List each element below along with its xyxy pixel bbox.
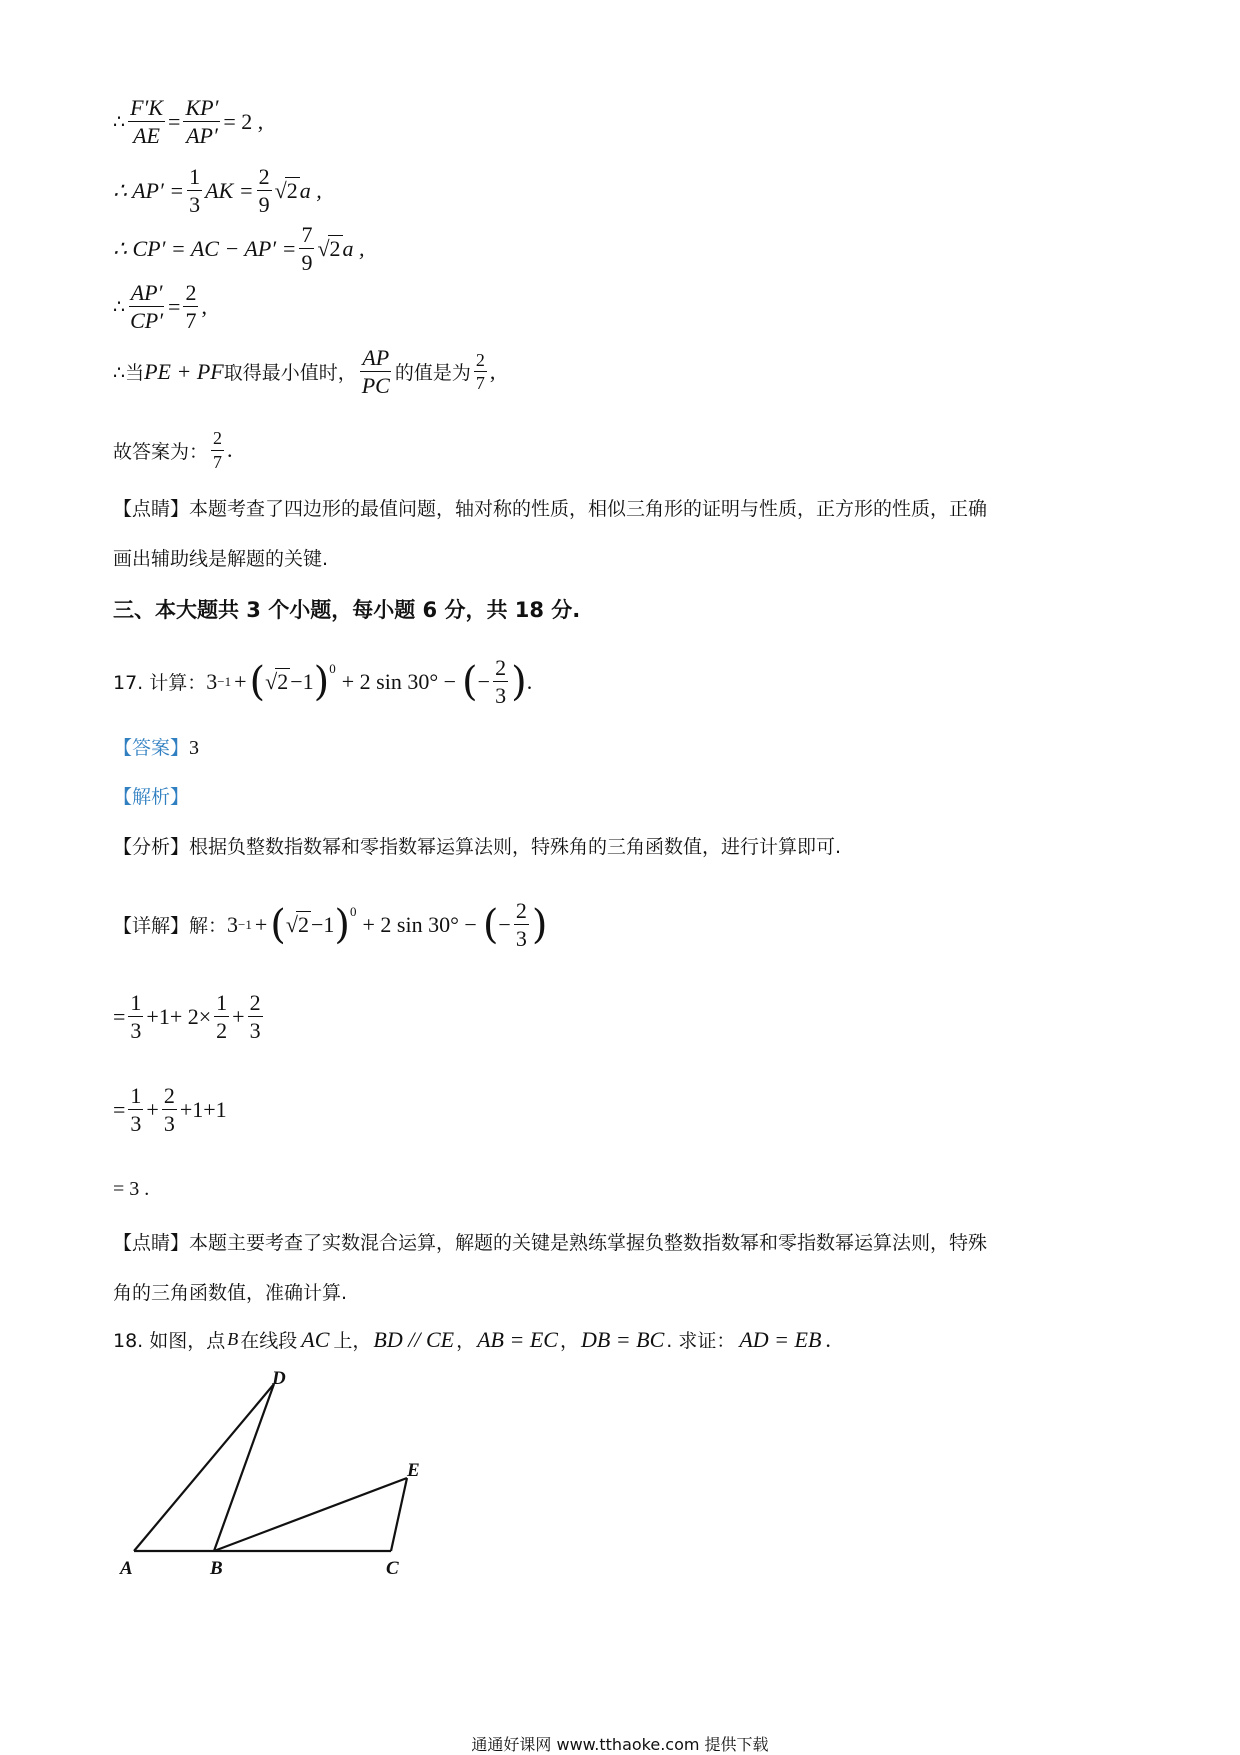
segment-ad (134, 1384, 274, 1551)
right-paren: ) (313, 658, 330, 705)
label-a: A (120, 1558, 133, 1579)
fraction: $\frac{1}{3}$ (130, 990, 142, 1044)
comma: ， (559, 1330, 579, 1352)
comma: ， (456, 1330, 476, 1352)
comment-16-line-2: 画出辅助线是解题的关键. (113, 548, 329, 570)
comment-17-line-2: 角的三角函数值，准确计算. (113, 1282, 348, 1304)
therefore-symbol: ∴ (113, 110, 126, 133)
fraction-two-thirds: $\frac{2}{3}$ (495, 655, 507, 709)
step-3: ∴ CP′ = AC − AP′ = $\frac{7}{9}$ √ 2 a , (113, 222, 365, 276)
comment-16-line-1: 【点睛】本题考查了四边形的最值问题，轴对称的性质，相似三角形的证明与性质，正方形的性质，正确 (113, 498, 988, 520)
calc-line-2: = $\frac{1}{3}$ + $\frac{2}{3}$ +1+1 (113, 1083, 227, 1137)
calc-line-3: = 3 . (113, 1178, 150, 1200)
fraction-two-sevenths: $\frac{2}{7}$ (475, 349, 485, 394)
sqrt-symbol: √ (265, 668, 278, 694)
step-4: ∴ $\frac{AP'}{CP'}$ = $\frac{2}{7}$ , (113, 280, 207, 334)
fraction-two-thirds: $\frac{2}{3}$ (515, 898, 527, 952)
geometry-figure (110, 1370, 440, 1580)
fraction-two-sevenths: $\frac{2}{7}$ (213, 428, 223, 472)
comment-tag: 【点睛】 (113, 1232, 190, 1254)
step-5: ∴当 PE + PF 取得最小值时， $\frac{AP}{PC}$ 的值是为 $\frac{2}{7}$ , (113, 345, 496, 399)
fraction-kp-ap: $\frac{KP'}{AP'}$ (185, 95, 219, 149)
segment-db (214, 1384, 274, 1551)
fraction: $\frac{2}{3}$ (163, 1083, 175, 1137)
left-paren: ( (249, 658, 266, 705)
answer-line: 故答案为： $\frac{2}{7}$ . (113, 428, 233, 472)
analysis-tag: 【解析】 (113, 786, 190, 808)
comment-17-line-1: 【点睛】本题主要考查了实数混合运算，解题的关键是熟练掌握负整数指数幂和零指数幂运算法则，特殊 (113, 1232, 988, 1254)
right-paren: ) (511, 658, 527, 705)
label-b: B (210, 1558, 223, 1579)
right-paren: ) (334, 901, 351, 948)
question-17: 17. 计算： 3 −1 + ( √ 2 −1 ) $^0$ + 2 sin 30° − ( − $\frac{2}{3}$ ) . (113, 655, 533, 709)
comment-tag: 【点睛】 (113, 498, 190, 520)
fraction: $\frac{2}{3}$ (249, 990, 261, 1044)
segment-ec (391, 1478, 407, 1551)
fraction-fk-ae: $\frac{F'K}{AE}$ (130, 95, 164, 149)
left-paren: ( (462, 658, 478, 705)
footer: 通通好课网 www.tthaoke.com 提供下载 (471, 1735, 769, 1754)
fraction: $\frac{1}{3}$ (130, 1083, 142, 1137)
sqrt-symbol: √ (317, 235, 330, 261)
question-18: 18. 如图，点 B 在线段 AC 上， BD // CE ， AB = EC ， DB = BC . 求证： AD = EB . (113, 1326, 831, 1352)
fraction-two-ninths: $\frac{2}{9}$ (258, 164, 270, 218)
question-number: 17. 计算： (113, 672, 207, 695)
fraction-ap-pc: $\frac{AP}{PC}$ (361, 345, 390, 399)
sqrt-symbol: √ (274, 177, 287, 203)
fraction-two-sevenths: $\frac{2}{7}$ (185, 280, 197, 334)
fenxi-17: 【分析】根据负整数指数幂和零指数幂运算法则，特殊角的三角函数值，进行计算即可. (113, 836, 842, 858)
sqrt-symbol: √ (285, 911, 298, 937)
right-paren: ) (531, 901, 548, 948)
label-e: E (407, 1460, 420, 1481)
fraction-seven-ninths: $\frac{7}{9}$ (301, 222, 313, 276)
label-d: D (272, 1370, 286, 1389)
fraction-one-third: $\frac{1}{3}$ (189, 164, 201, 218)
section-title: 三、本大题共 3 个小题，每小题 6 分，共 18 分. (113, 598, 581, 622)
segment-be (214, 1478, 407, 1551)
calc-line-1: = $\frac{1}{3}$ +1+ 2× $\frac{1}{2}$ + $\frac{2}{3}$ (113, 990, 261, 1044)
detail-17: 【详解】 解： 3 −1 + ( √ 2 −1 ) $^0$ + 2 sin 30° − ( − $\frac{2}{3}$ ) (113, 898, 548, 952)
step-2: ∴ AP′ = $\frac{1}{3}$ AK = $\frac{2}{9}$ √ 2 a , (113, 164, 322, 218)
fraction: $\frac{1}{2}$ (216, 990, 228, 1044)
answer-17: 【答案】3 (113, 737, 200, 759)
label-c: C (386, 1558, 399, 1579)
left-paren: ( (270, 901, 286, 948)
fraction-ap-cp: $\frac{AP'}{CP'}$ (130, 280, 164, 334)
fenxi-tag: 【分析】 (113, 836, 190, 858)
step-1: ∴ $\frac{F'K}{AE}$ = $\frac{KP'}{AP'}$ = 2 , (113, 95, 264, 149)
detail-tag: 【详解】 (113, 915, 190, 938)
left-paren: ( (482, 901, 499, 948)
answer-tag: 【答案】 (113, 737, 190, 759)
